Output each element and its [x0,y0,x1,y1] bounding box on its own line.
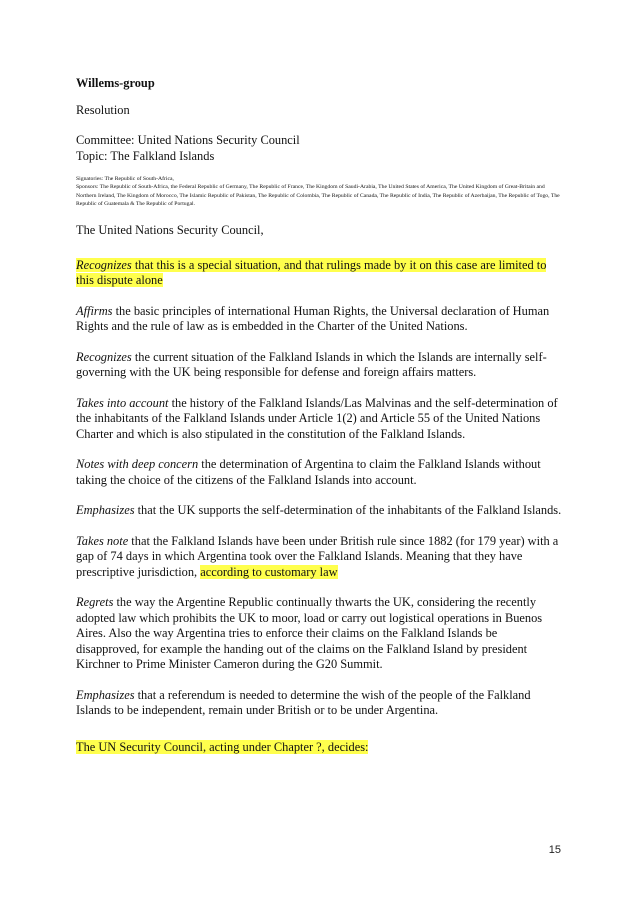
clause-5-text: the determination of Argentina to claim the Falkland Islands without taking the choice of the citizens of the Falkland Islands into account. [76,457,541,487]
document-type: Resolution [76,102,130,117]
clause-2-keyword: Affirms [76,303,113,318]
opening-phrase: The United Nations Security Council, [76,223,264,238]
clause-2 [76,304,562,335]
clause-4-keyword: Takes into account [76,395,169,410]
sponsors-line: Sponsors: The Republic of South-Africa, the Federal Republic of Germany, The Republic of France, The Kingdom of Saudi-Arabia, The United States of America, The United Kingdom of Great-Britain and Northern Ireland, The Kingdom of Morocco, The Islamic Republic of Pakistan, The Republic of Colombia, The Republic of Canada, The Republic of India, The Republic of Azerbaijan, The Republic of Togo, The Republic of Guatemala & The Republic of Portugal. [76,184,560,207]
clause-7 [76,534,562,581]
operative-heading-text: The UN Security Council, acting under Chapter ?, decides: [76,739,369,754]
signatories-line: Signatories: The Republic of South-Africa, [76,176,174,182]
clause-2-text: the basic principles of international Human Rights, the Universal declaration of Human Rights and the rule of law as is embedded in the Charter of the United Nations. [76,303,550,334]
clause-9-text: that a referendum is needed to determine the wish of the people of the Falkland Islands to be independent, remain under British or to be under Argentina. [76,687,531,718]
clause-1-highlight [76,258,546,288]
clause-7-text: that the Falkland Islands have been under British rule since 1882 (for 179 year) with a gap of 74 days in which Argentina took over the Falkland Islands. Meaning that they have prescriptive jurisdiction, [76,533,559,579]
clause-8 [76,595,562,673]
clause-7-highlight: according to customary law [200,564,338,579]
clause-1-text: that this is a special situation, and that rulings made by it on this case are limited to this dispute alone [76,257,547,288]
clause-5-keyword: Notes with deep concern [76,457,199,472]
clause-4-text: the history of the Falkland Islands/Las Malvinas and the self-determination of the inhabitants of the Falkland Islands under Article 1(2) and Article 55 of the United Nations Charter and which is also stipulated in the constitution of the Falkland Islands. [76,395,558,441]
clause-9 [76,688,562,719]
clause-3-keyword: Recognizes [76,349,132,364]
clause-1 [76,258,562,289]
topic-line: Topic: The Falkland Islands [76,148,215,163]
page-number: 15 [548,844,561,856]
clause-3-text: the current situation of the Falkland Islands in which the Islands are internally self-governing with the UK being responsible for defense and foreign affairs matters. [76,349,547,380]
clause-8-text: the way the Argentine Republic continually thwarts the UK, considering the recently adopted law which prohibits the UK to moor, load or carry out logistical operations in Buenos Aires. Also the way Argentina tries to enforce their claims on the Falkland Islands be disapproved, for example the handing out of the claims on the Falkland Island by president Kirchner to Prime Minister Cameron during the G20 Summit. [76,595,543,672]
clause-8-keyword: Regrets [76,595,114,610]
document-body [76,76,562,755]
clause-9-keyword: Emphasizes [76,687,135,702]
clause-7-keyword: Takes note [76,533,129,548]
group-name: Willems-group [76,76,155,90]
operative-heading [76,740,562,756]
clause-4 [76,396,562,443]
clause-6-text: that the UK supports the self-determination of the inhabitants of the Falkland Islands. [134,503,562,518]
clause-3 [76,350,562,381]
committee-line: Committee: United Nations Security Council [76,133,300,147]
clause-6 [76,503,562,519]
clause-1-keyword: Recognizes [76,257,132,272]
clause-6-keyword: Emphasizes [76,503,135,518]
clause-5 [76,457,562,488]
